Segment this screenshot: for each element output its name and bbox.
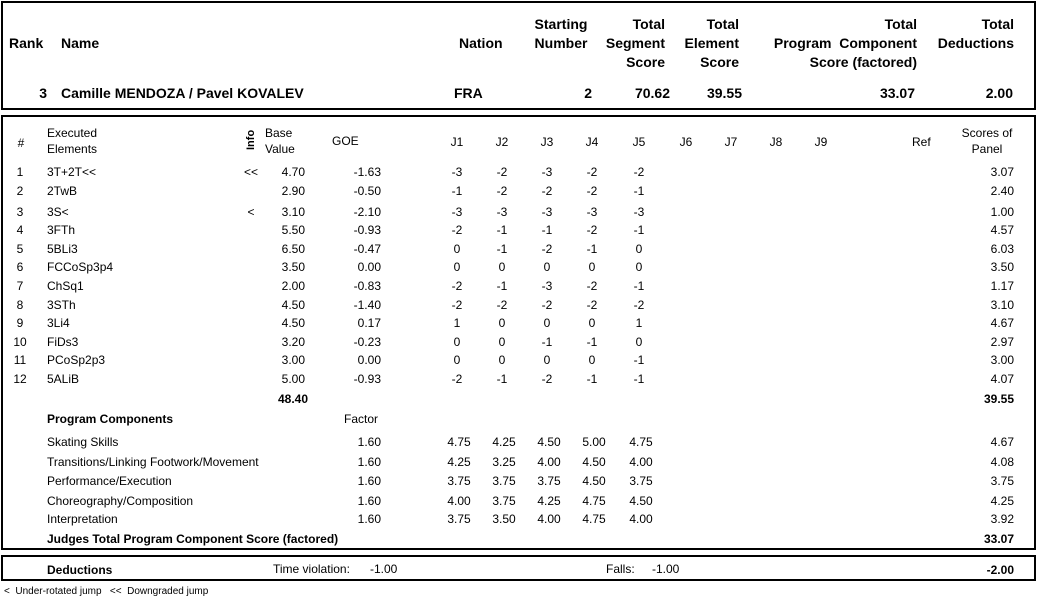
element-judge-score: -2 xyxy=(586,165,598,179)
component-judge-score: 4.50 xyxy=(629,494,653,508)
element-judge-score: -1 xyxy=(633,353,645,367)
element-judge-score: 1 xyxy=(635,316,643,330)
component-judge-score: 3.50 xyxy=(492,512,516,526)
col-header-judge-3: J3 xyxy=(540,135,554,149)
element-judge-score: 0 xyxy=(498,335,506,349)
element-panel-score: 2.97 xyxy=(990,335,1014,349)
element-goe: -2.10 xyxy=(353,205,381,219)
component-judge-score: 3.75 xyxy=(629,474,653,488)
element-judge-score: -2 xyxy=(496,165,508,179)
col-header-nation: Nation xyxy=(459,35,503,51)
program-components-label: Program Components xyxy=(47,412,174,426)
element-goe: 0.17 xyxy=(357,316,381,330)
col-header-base-value: Base Value xyxy=(265,126,295,156)
component-judge-score: 4.75 xyxy=(582,494,606,508)
element-goe: -0.50 xyxy=(353,184,381,198)
component-judge-score: 3.75 xyxy=(492,494,516,508)
element-judge-score: -2 xyxy=(541,184,553,198)
col-header-total-pcs: Total Program Component Score (factored) xyxy=(773,16,917,70)
element-judge-score: -2 xyxy=(633,165,645,179)
time-violation-value: -1.00 xyxy=(370,562,398,576)
element-judge-score: -1 xyxy=(633,372,645,386)
element-name: 3S< xyxy=(47,205,69,219)
element-base-value: 5.00 xyxy=(281,372,305,386)
component-judge-score: 3.25 xyxy=(492,455,516,469)
element-name: ChSq1 xyxy=(47,279,84,293)
skater-rank: 3 xyxy=(39,85,47,101)
element-judge-score: -1 xyxy=(633,279,645,293)
element-base-value: 4.50 xyxy=(281,298,305,312)
element-judge-score: -1 xyxy=(496,279,508,293)
pc-total-score: 33.07 xyxy=(983,532,1014,546)
element-name: 5BLi3 xyxy=(47,242,78,256)
element-judge-score: -2 xyxy=(586,298,598,312)
component-judge-score: 3.75 xyxy=(492,474,516,488)
component-judge-score: 3.75 xyxy=(447,512,471,526)
component-name: Performance/Execution xyxy=(47,474,172,488)
element-base-value: 3.10 xyxy=(281,205,305,219)
element-number: 10 xyxy=(13,335,27,349)
element-judge-score: -3 xyxy=(541,205,553,219)
element-goe: -0.83 xyxy=(353,279,381,293)
element-number: 3 xyxy=(16,205,24,219)
element-judge-score: 0 xyxy=(453,353,461,367)
component-panel-score: 3.75 xyxy=(990,474,1014,488)
col-header-num: # xyxy=(17,136,25,150)
element-goe: -0.23 xyxy=(353,335,381,349)
factor-header: Factor xyxy=(344,412,379,426)
element-judge-score: 0 xyxy=(588,353,596,367)
component-judge-score: 4.50 xyxy=(582,474,606,488)
component-judge-score: 4.50 xyxy=(537,435,561,449)
skater-name: Camille MENDOZA / Pavel KOVALEV xyxy=(61,85,304,101)
element-judge-score: 0 xyxy=(588,260,596,274)
element-number: 1 xyxy=(16,165,24,179)
col-header-total-element-score: Total Element Score xyxy=(684,16,739,70)
element-judge-score: -3 xyxy=(633,205,645,219)
component-judge-score: 4.75 xyxy=(582,512,606,526)
element-panel-score: 1.00 xyxy=(990,205,1014,219)
element-judge-score: -3 xyxy=(586,205,598,219)
col-header-executed-elements: Executed Elements xyxy=(47,126,98,156)
component-factor: 1.60 xyxy=(357,512,381,526)
col-header-name: Name xyxy=(61,35,100,51)
pc-total-label: Judges Total Program Component Score (factored) xyxy=(47,532,339,546)
element-judge-score: -2 xyxy=(633,298,645,312)
time-violation-label: Time violation: xyxy=(273,562,350,576)
element-judge-score: 0 xyxy=(543,316,551,330)
component-factor: 1.60 xyxy=(357,494,381,508)
col-header-scores-of-panel: Scores of Panel xyxy=(961,126,1013,156)
element-judge-score: -2 xyxy=(541,372,553,386)
skater-total-element-score: 39.55 xyxy=(706,85,742,101)
element-number: 6 xyxy=(16,260,24,274)
col-header-judge-1: J1 xyxy=(450,135,464,149)
legend: < Under-rotated jump << Downgraded jump xyxy=(4,586,209,597)
element-judge-score: -1 xyxy=(586,372,598,386)
col-header-total-deductions: Total Deductions xyxy=(937,16,1014,51)
element-judge-score: -1 xyxy=(496,242,508,256)
element-base-value: 3.20 xyxy=(281,335,305,349)
element-judge-score: 0 xyxy=(543,353,551,367)
element-judge-score: -1 xyxy=(451,184,463,198)
element-judge-score: -1 xyxy=(586,242,598,256)
element-judge-score: -2 xyxy=(451,298,463,312)
element-panel-score: 3.07 xyxy=(990,165,1014,179)
skater-total-segment-score: 70.62 xyxy=(634,85,670,101)
element-number: 11 xyxy=(13,353,27,367)
element-name: 3STh xyxy=(47,298,76,312)
component-judge-score: 4.00 xyxy=(447,494,471,508)
element-judge-score: -1 xyxy=(541,335,553,349)
col-header-starting-number: Starting Number xyxy=(534,16,588,51)
component-judge-score: 3.75 xyxy=(537,474,561,488)
element-name: 3Li4 xyxy=(47,316,70,330)
element-base-value: 6.50 xyxy=(281,242,305,256)
element-panel-score: 6.03 xyxy=(990,242,1014,256)
component-judge-score: 4.25 xyxy=(537,494,561,508)
component-factor: 1.60 xyxy=(357,435,381,449)
element-name: 3T+2T<< xyxy=(47,165,97,179)
col-header-judge-2: J2 xyxy=(495,135,509,149)
element-number: 4 xyxy=(16,223,24,237)
element-number: 12 xyxy=(13,372,27,386)
element-judge-score: 0 xyxy=(453,260,461,274)
element-judge-score: -2 xyxy=(541,298,553,312)
element-number: 5 xyxy=(16,242,24,256)
element-judge-score: -2 xyxy=(451,372,463,386)
element-judge-score: 0 xyxy=(635,242,643,256)
deductions-total: -2.00 xyxy=(986,563,1014,577)
element-judge-score: -3 xyxy=(541,165,553,179)
elements-total-score: 39.55 xyxy=(983,392,1014,406)
element-number: 8 xyxy=(16,298,24,312)
component-name: Choreography/Composition xyxy=(47,494,194,508)
element-base-value: 4.70 xyxy=(281,165,305,179)
element-goe: -1.40 xyxy=(353,298,381,312)
element-base-value: 2.00 xyxy=(281,279,305,293)
col-header-info: Info xyxy=(245,129,257,150)
component-factor: 1.60 xyxy=(357,455,381,469)
element-base-value: 4.50 xyxy=(281,316,305,330)
col-header-judge-7: J7 xyxy=(724,135,738,149)
element-base-value: 3.00 xyxy=(281,353,305,367)
col-header-judge-4: J4 xyxy=(585,135,599,149)
skater-nation: FRA xyxy=(454,85,483,101)
element-panel-score: 2.40 xyxy=(990,184,1014,198)
skater-starting-number: 2 xyxy=(584,85,592,101)
element-judge-score: -1 xyxy=(541,223,553,237)
element-info: < xyxy=(247,205,255,219)
component-judge-score: 5.00 xyxy=(582,435,606,449)
element-number: 9 xyxy=(16,316,24,330)
element-judge-score: -3 xyxy=(451,165,463,179)
element-goe: -0.47 xyxy=(353,242,381,256)
element-base-value: 5.50 xyxy=(281,223,305,237)
element-judge-score: -2 xyxy=(541,242,553,256)
col-header-goe: GOE xyxy=(332,134,359,148)
element-name: 3FTh xyxy=(47,223,76,237)
element-judge-score: 0 xyxy=(543,260,551,274)
element-judge-score: 0 xyxy=(453,242,461,256)
element-judge-score: -2 xyxy=(586,223,598,237)
component-name: Interpretation xyxy=(47,512,118,526)
element-goe: -1.63 xyxy=(353,165,381,179)
element-panel-score: 4.57 xyxy=(990,223,1014,237)
element-judge-score: -2 xyxy=(496,298,508,312)
component-judge-score: 4.00 xyxy=(629,455,653,469)
element-number: 7 xyxy=(16,279,24,293)
element-name: 2TwB xyxy=(47,184,78,198)
element-judge-score: 1 xyxy=(453,316,461,330)
element-judge-score: -1 xyxy=(586,335,598,349)
element-name: FiDs3 xyxy=(47,335,79,349)
element-judge-score: 0 xyxy=(453,335,461,349)
component-judge-score: 4.75 xyxy=(629,435,653,449)
component-judge-score: 4.75 xyxy=(447,435,471,449)
component-name: Transitions/Linking Footwork/Movement xyxy=(47,455,259,469)
component-judge-score: 4.50 xyxy=(582,455,606,469)
skater-total-pcs: 33.07 xyxy=(879,85,915,101)
element-info: << xyxy=(243,165,258,179)
element-goe: 0.00 xyxy=(357,260,381,274)
element-judge-score: 0 xyxy=(498,316,506,330)
element-judge-score: -2 xyxy=(586,279,598,293)
element-judge-score: -3 xyxy=(541,279,553,293)
deductions-label: Deductions xyxy=(47,563,113,577)
element-judge-score: -1 xyxy=(633,223,645,237)
element-goe: -0.93 xyxy=(353,372,381,386)
col-header-judge-5: J5 xyxy=(632,135,646,149)
element-panel-score: 3.10 xyxy=(990,298,1014,312)
skater-total-deductions: 2.00 xyxy=(985,85,1013,101)
element-base-value: 3.50 xyxy=(281,260,305,274)
element-judge-score: -1 xyxy=(496,372,508,386)
component-name: Skating Skills xyxy=(47,435,119,449)
falls-value: -1.00 xyxy=(652,562,680,576)
element-judge-score: -2 xyxy=(586,184,598,198)
element-judge-score: -3 xyxy=(451,205,463,219)
element-judge-score: -3 xyxy=(496,205,508,219)
element-panel-score: 1.17 xyxy=(990,279,1014,293)
component-panel-score: 3.92 xyxy=(990,512,1014,526)
component-judge-score: 4.00 xyxy=(629,512,653,526)
col-header-judge-6: J6 xyxy=(679,135,693,149)
element-panel-score: 4.07 xyxy=(990,372,1014,386)
component-factor: 1.60 xyxy=(357,474,381,488)
component-judge-score: 4.00 xyxy=(537,512,561,526)
element-judge-score: -2 xyxy=(451,223,463,237)
element-judge-score: 0 xyxy=(635,335,643,349)
element-panel-score: 3.50 xyxy=(990,260,1014,274)
element-judge-score: -2 xyxy=(451,279,463,293)
component-panel-score: 4.67 xyxy=(990,435,1014,449)
element-panel-score: 4.67 xyxy=(990,316,1014,330)
element-number: 2 xyxy=(16,184,24,198)
component-panel-score: 4.25 xyxy=(990,494,1014,508)
element-judge-score: -1 xyxy=(633,184,645,198)
element-goe: 0.00 xyxy=(357,353,381,367)
col-header-rank: Rank xyxy=(9,35,44,51)
element-judge-score: 0 xyxy=(635,260,643,274)
col-header-judge-8: J8 xyxy=(769,135,783,149)
col-header-total-segment-score: Total Segment Score xyxy=(605,16,665,70)
element-name: 5ALiB xyxy=(47,372,80,386)
deductions-box xyxy=(1,555,1036,581)
element-goe: -0.93 xyxy=(353,223,381,237)
element-judge-score: -1 xyxy=(496,223,508,237)
component-judge-score: 4.25 xyxy=(447,455,471,469)
element-judge-score: -2 xyxy=(496,184,508,198)
element-name: PCoSp2p3 xyxy=(47,353,106,367)
element-name: FCCoSp3p4 xyxy=(47,260,114,274)
component-panel-score: 4.08 xyxy=(990,455,1014,469)
element-judge-score: 0 xyxy=(498,353,506,367)
falls-label: Falls: xyxy=(606,562,635,576)
element-judge-score: 0 xyxy=(588,316,596,330)
component-judge-score: 4.00 xyxy=(537,455,561,469)
element-base-value: 2.90 xyxy=(281,184,305,198)
element-panel-score: 3.00 xyxy=(990,353,1014,367)
col-header-judge-9: J9 xyxy=(814,135,828,149)
component-judge-score: 4.25 xyxy=(492,435,516,449)
elements-total-base-value: 48.40 xyxy=(277,392,308,406)
component-judge-score: 3.75 xyxy=(447,474,471,488)
element-judge-score: 0 xyxy=(498,260,506,274)
col-header-ref: Ref xyxy=(912,135,931,149)
